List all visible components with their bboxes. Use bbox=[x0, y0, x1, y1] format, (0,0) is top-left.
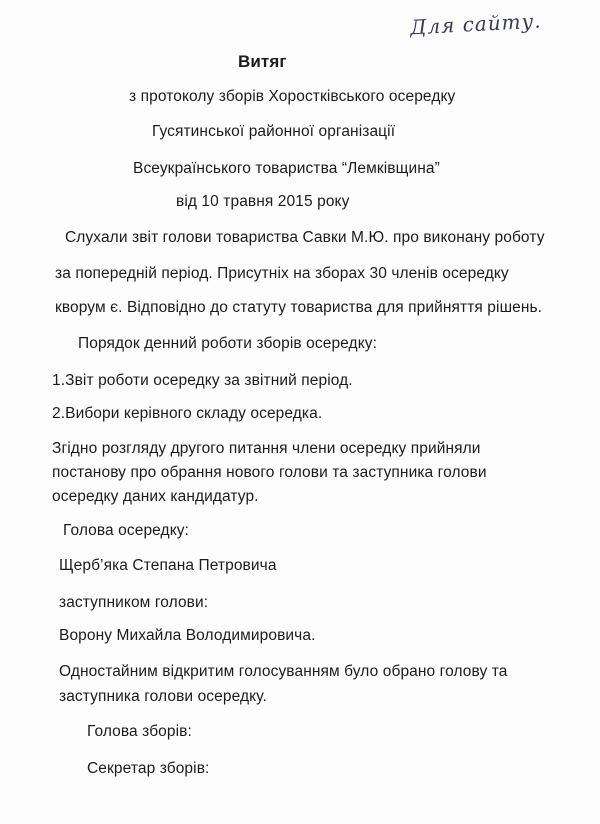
agenda-heading: Порядок денний роботи зборів осередку: bbox=[78, 335, 378, 352]
body-line-7: Одностайним відкритим голосуванням було обрано голову та bbox=[59, 663, 508, 680]
chair-name: Щерб’яка Степана Петровича bbox=[59, 557, 277, 574]
body-line-2: за попередній період. Присутніх на зборах 30 членів осередку bbox=[55, 265, 509, 282]
body-line-8: заступника голови осередку. bbox=[59, 688, 267, 705]
handwritten-note bbox=[409, 9, 542, 40]
body-line-5: постанову про обрання нового голови та заступника голови bbox=[52, 464, 487, 481]
body-line-4: Згідно розгляду другого питання члени осередку прийняли bbox=[52, 440, 481, 457]
header-line-1: з протоколу зборів Хоростківського осередку bbox=[129, 88, 456, 105]
meeting-secretary-signature-label: Секретар зборів: bbox=[87, 760, 210, 777]
body-line-6: осередку даних кандидатур. bbox=[52, 488, 259, 505]
chair-label: Голова осередку: bbox=[63, 522, 190, 539]
header-line-3: Всеукраїнського товариства “Лемківщина” bbox=[133, 160, 440, 177]
meeting-chair-signature-label: Голова зборів: bbox=[87, 723, 192, 740]
agenda-item-1: 1.Звіт роботи осередку за звітний період. bbox=[52, 372, 353, 389]
body-line-3: кворум є. Відповідно до статуту товариства для прийняття рішень. bbox=[55, 299, 543, 316]
document-title: Витяг bbox=[238, 52, 287, 71]
handwritten-note-text: Для сайту. bbox=[409, 8, 543, 40]
agenda-item-2: 2.Вибори керівного складу осередка. bbox=[52, 405, 323, 422]
deputy-name: Ворону Михайла Володимировича. bbox=[59, 627, 316, 644]
header-line-2: Гусятинської районної організації bbox=[152, 123, 396, 140]
body-line-1: Слухали звіт голови товариства Савки М.Ю. про виконану роботу bbox=[65, 229, 545, 246]
header-line-4: від 10 травня 2015 року bbox=[176, 193, 350, 210]
deputy-label: заступником голови: bbox=[59, 594, 209, 611]
